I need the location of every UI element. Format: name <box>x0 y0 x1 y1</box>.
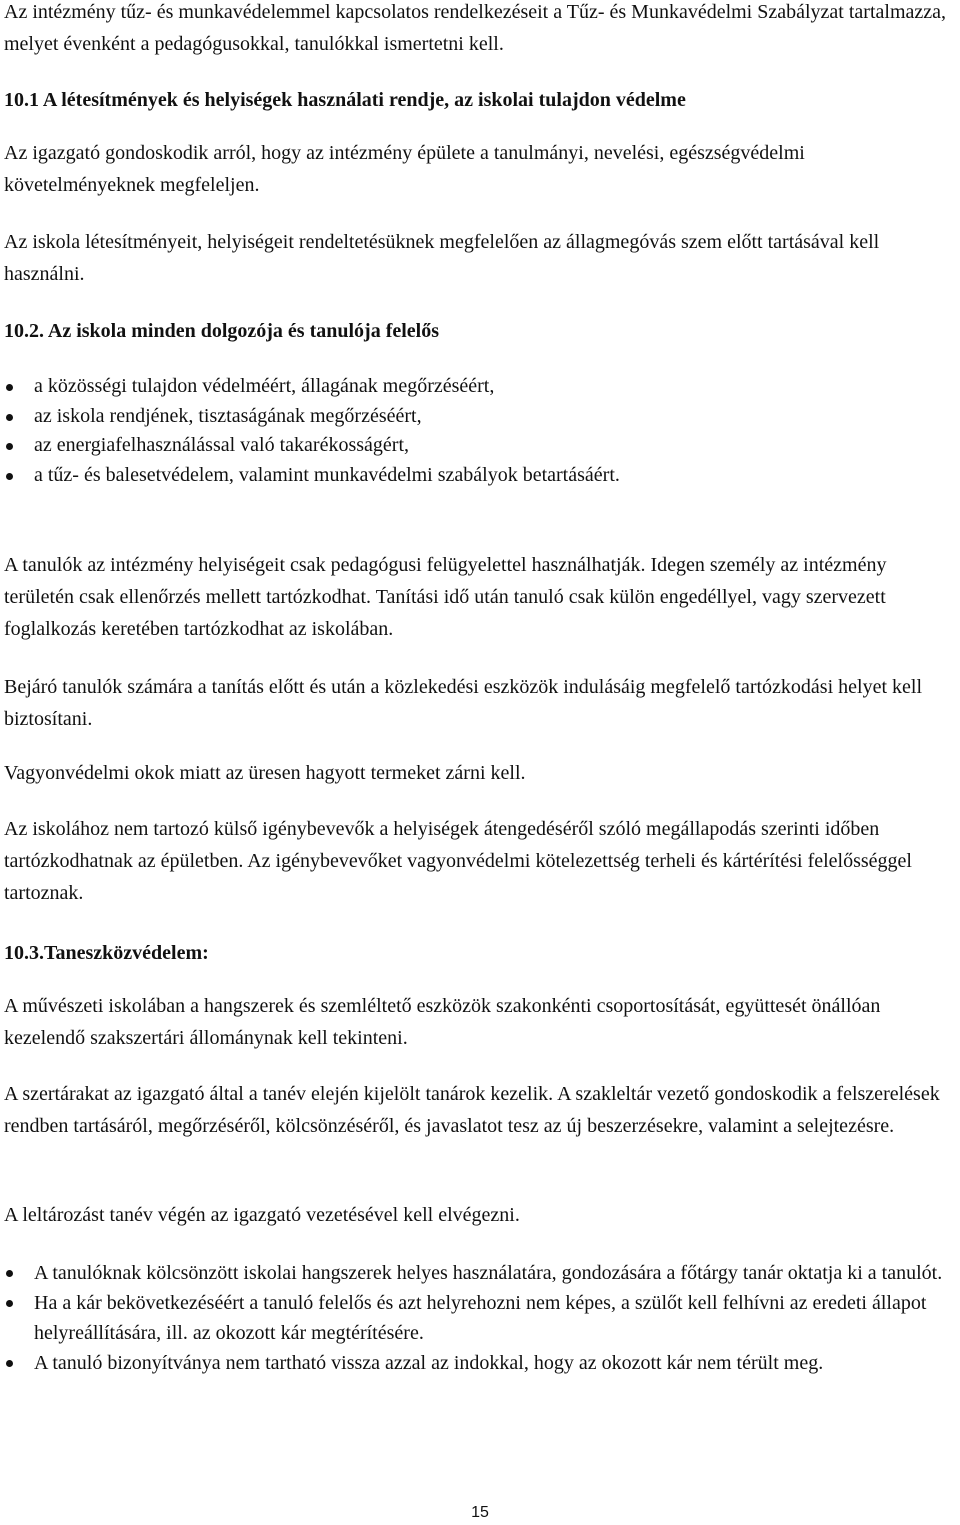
list-item: a tűz- és balesetvédelem, valamint munkavédelmi szabályok betartásáért. <box>4 461 952 491</box>
bullet-icon <box>6 414 13 421</box>
list-item: A tanulóknak kölcsönzött iskolai hangszerek helyes használatára, gondozására a főtárgy tanár oktatja ki a tanulót. <box>4 1258 952 1288</box>
section-10-3-paragraph-3: A leltározást tanév végén az igazgató vezetésével kell elvégezni. <box>4 1204 520 1226</box>
list-item: az iskola rendjének, tisztaságának megőrzéséért, <box>4 402 952 432</box>
bullet-icon <box>6 473 13 480</box>
section-10-3-paragraph-1: A művészeti iskolában a hangszerek és szemléltető eszközök szakonkénti csoportosítását, együttesét önállóan kezelendő szakszertári állománynak kell tekinteni. <box>4 995 881 1049</box>
bullet-icon <box>6 384 13 391</box>
list-item: az energiafelhasználással való takarékosságért, <box>4 431 952 461</box>
responsibility-list <box>4 372 952 490</box>
list-item: Ha a kár bekövetkezéséért a tanuló felelős és azt helyrehozni nem képes, a szülőt kell felhívni az eredeti állapot helyreállítására, ill. az okozott kár megtérítésére. <box>4 1288 952 1348</box>
bullet-icon <box>6 1300 13 1307</box>
section-10-2-paragraph-3: Vagyonvédelmi okok miatt az üresen hagyott termeket zárni kell. <box>4 762 526 784</box>
section-10-3-heading: 10.3.Taneszközvédelem: <box>4 942 209 964</box>
bullet-icon <box>6 1270 13 1277</box>
intro-paragraph: Az intézmény tűz- és munkavédelemmel kapcsolatos rendelkezéseit a Tűz- és Munkavédelmi Szabályzat tartalmazza, melyet évenként a pedagógusokkal, tanulókkal ismertetni kell. <box>4 1 947 55</box>
list-item: A tanuló bizonyítványa nem tartható vissza azzal az indokkal, hogy az okozott kár nem térült meg. <box>4 1348 952 1378</box>
taneszkoz-list <box>4 1258 952 1378</box>
section-10-2-paragraph-1: A tanulók az intézmény helyiségeit csak pedagógusi felügyelettel használhatják. Idegen személy az intézmény területén csak ellenőrzés mellett tartózkodhat. Tanítási idő után tanuló csak külön engedéllyel, vagy szervezett foglalkozás keretében tartózkodhat az iskolában. <box>4 554 887 640</box>
section-10-2-heading: 10.2. Az iskola minden dolgozója és tanulója felelős <box>4 320 440 342</box>
section-10-2-paragraph-2: Bejáró tanulók számára a tanítás előtt és után a közlekedési eszközök indulásáig megfelelő tartózkodási helyet kell biztosítani. <box>4 676 922 730</box>
section-10-1-heading: 10.1 A létesítmények és helyiségek használati rendje, az iskolai tulajdon védelme <box>4 89 686 111</box>
section-10-1-paragraph-1: Az igazgató gondoskodik arról, hogy az intézmény épülete a tanulmányi, nevelési, egészségvédelmi követelményeknek megfeleljen. <box>4 142 805 196</box>
page-number: 15 <box>471 1504 489 1521</box>
section-10-1-paragraph-2: Az iskola létesítményeit, helyiségeit rendeltetésüknek megfelelően az állagmegóvás szem előtt tartásával kell használni. <box>4 231 880 285</box>
section-10-2-paragraph-4: Az iskolához nem tartozó külső igénybevevők a helyiségek átengedéséről szóló megállapodás szerinti időben tartózkodhatnak az épületben. Az igénybevevőket vagyonvédelmi kötelezettség terheli és kártérítési felelősséggel tartoznak. <box>4 818 912 904</box>
section-10-3-paragraph-2: A szertárakat az igazgató által a tanév elején kijelölt tanárok kezelik. A szakleltár vezető gondoskodik a felszerelések rendben tartásáról, megőrzéséről, kölcsönzéséről, és javaslatot tesz az új beszerzésekre, valamint a selejtezésre. <box>4 1083 940 1137</box>
bullet-icon <box>6 443 13 450</box>
bullet-icon <box>6 1360 13 1367</box>
list-item: a közösségi tulajdon védelméért, állagának megőrzéséért, <box>4 372 952 402</box>
